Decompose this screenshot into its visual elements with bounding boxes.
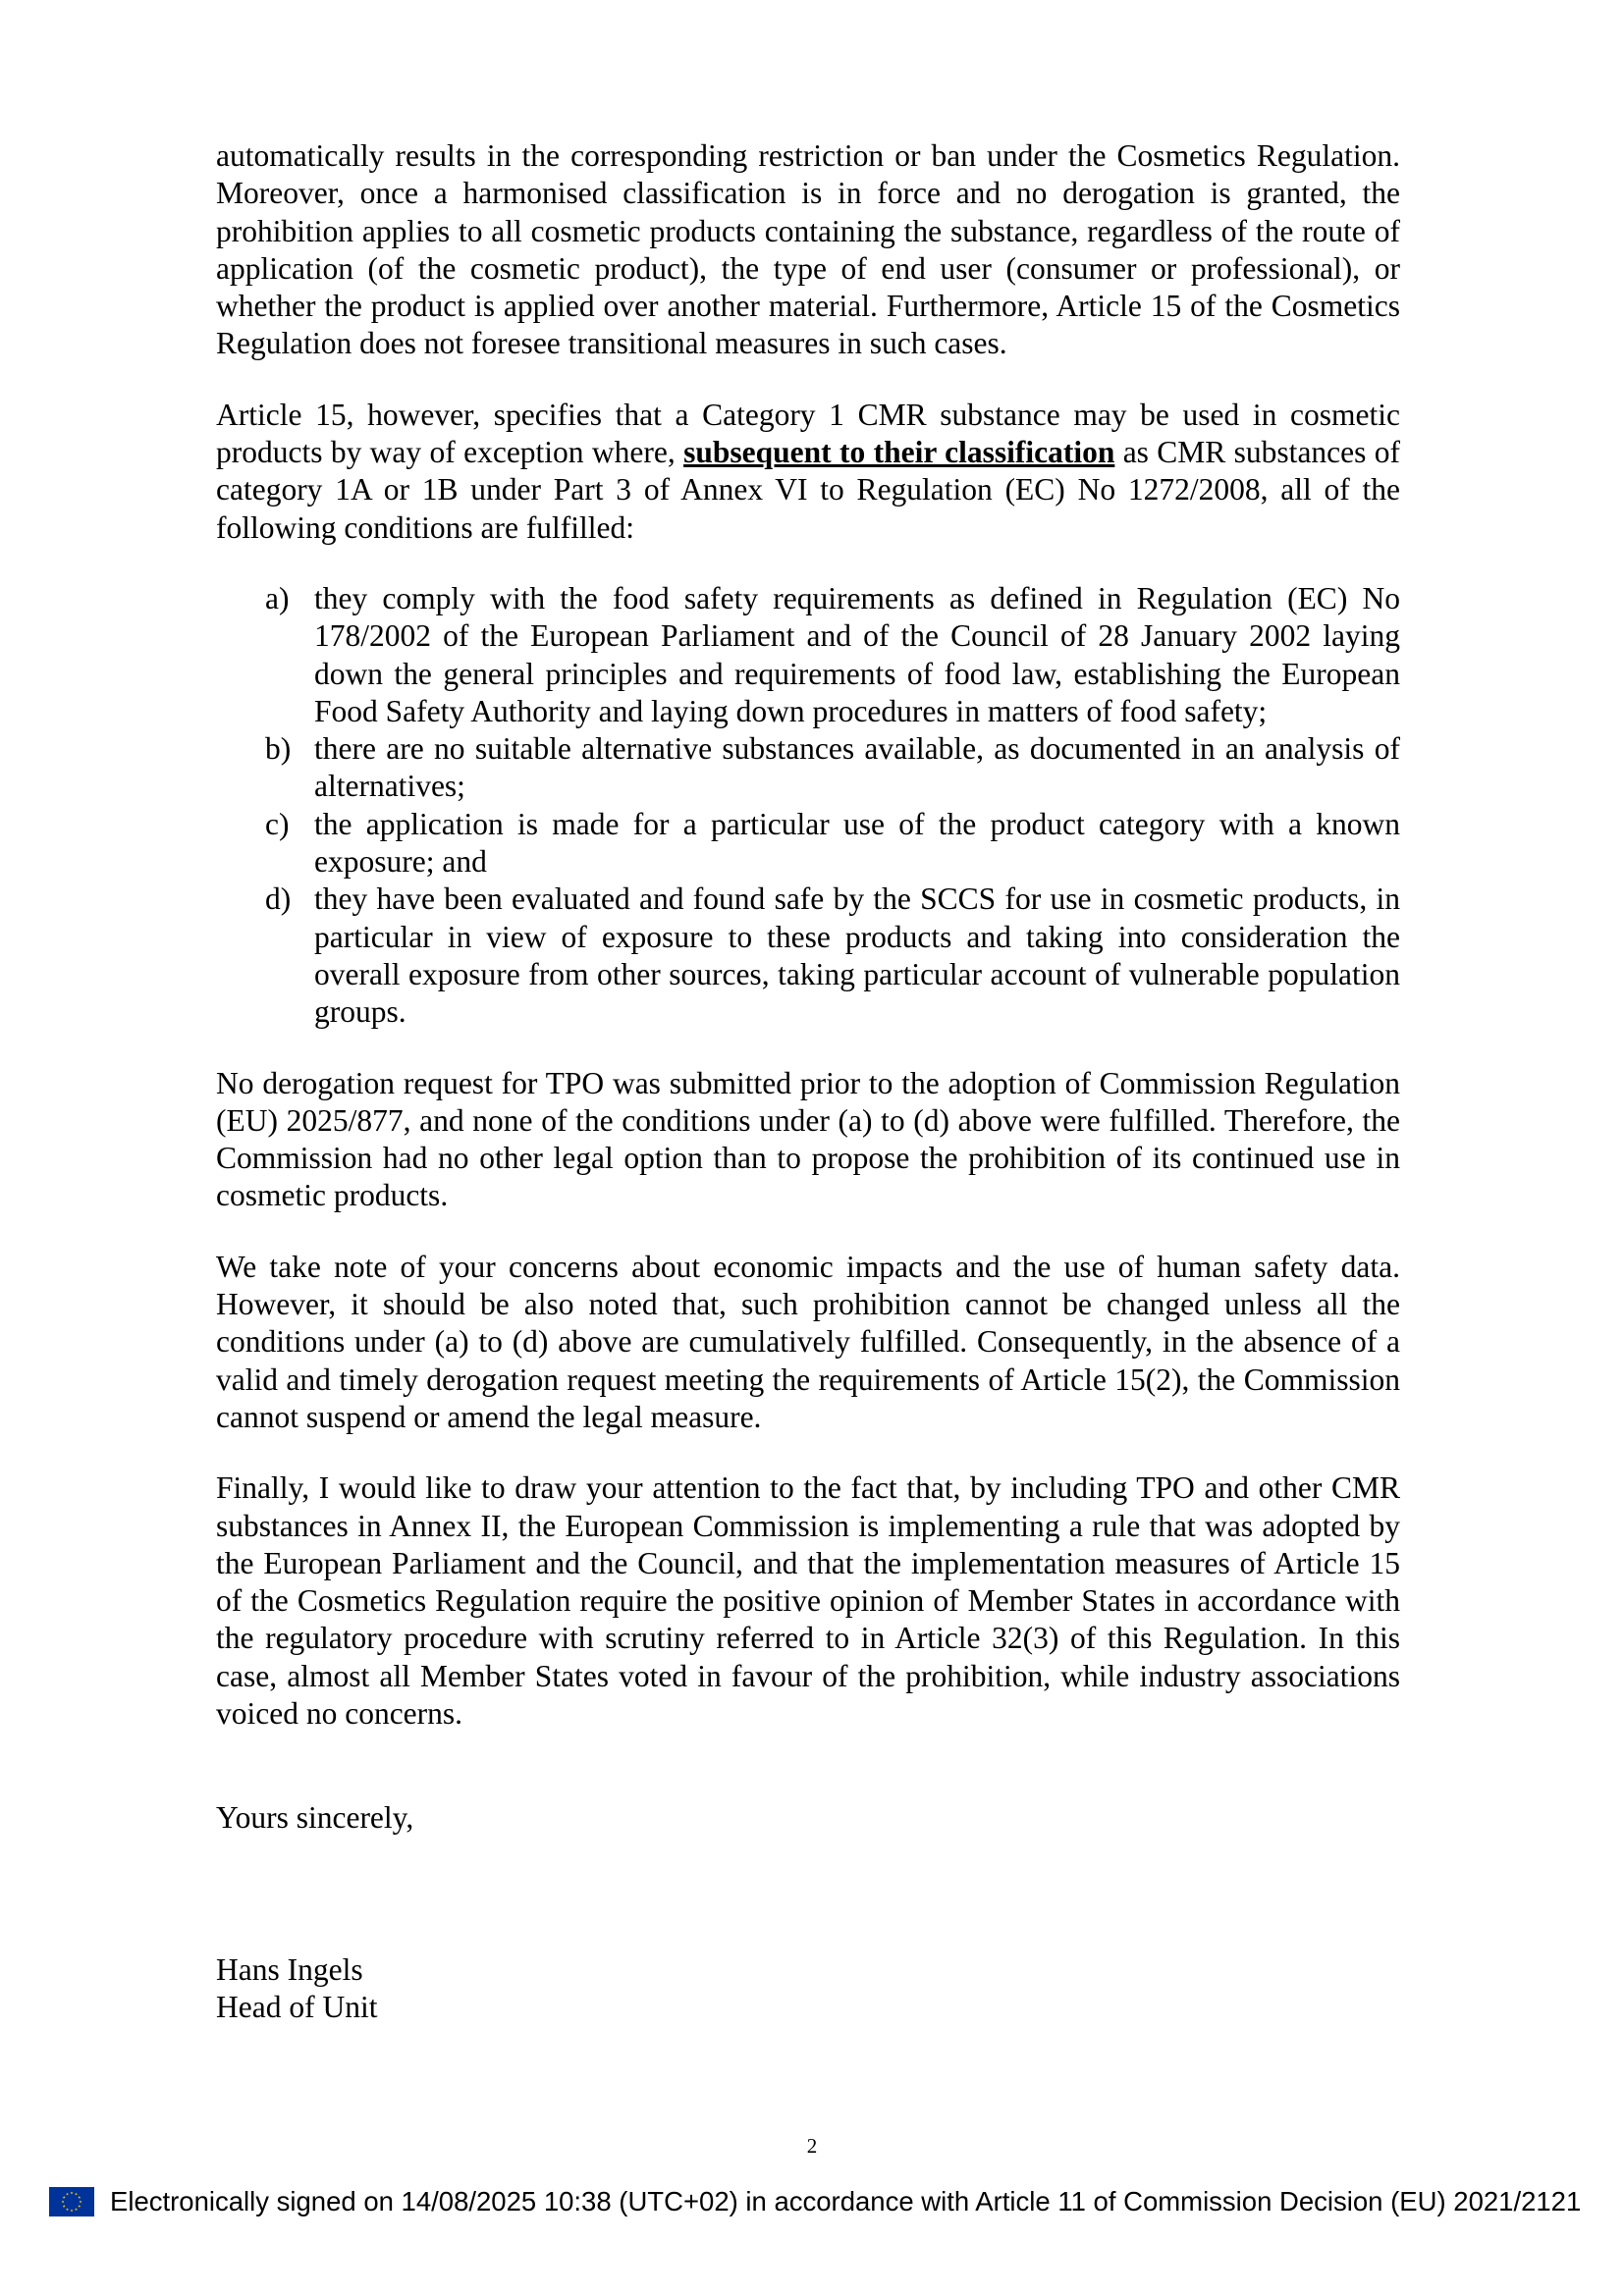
list-item-text: they comply with the food safety requirements as defined in Regulation (EC) No 178/2002 of the European Parliament and of the Council of 28 January 2002 laying down the general principles and requirements of food law, establishing the European Food Safety Authority and laying down procedures in matters of food safety; [314, 580, 1400, 728]
letter-body [216, 137, 1400, 2026]
list-item-text: they have been evaluated and found safe by the SCCS for use in cosmetic products, in particular in view of exposure to these products and taking into consideration the overall exposure from other sources, taking particular account of vulnerable population groups. [314, 881, 1400, 1030]
emphasized-phrase: subsequent to their classification [683, 435, 1115, 470]
list-item [216, 730, 1400, 806]
list-item [216, 580, 1400, 730]
signer-name: Hans Ingels [216, 1951, 363, 1987]
electronic-signature-text: Electronically signed on 14/08/2025 10:38 (UTC+02) in accordance with Article 11 of Commission Decision (EU) 2021/2121 [110, 2186, 1582, 2216]
paragraph-concerns: We take note of your concerns about economic impacts and the use of human safety data. However, it should be also noted that, such prohibition cannot be changed unless all the conditions under (a) to (d) above are cumulatively fulfilled. Consequently, in the absence of a valid and timely derogation request meeting the requirements of Article 15(2), the Commission cannot suspend or amend the legal measure. [216, 1249, 1400, 1434]
list-item-text: the application is made for a particular use of the product category with a known exposure; and [314, 806, 1400, 880]
list-item [216, 881, 1400, 1031]
conditions-list [216, 580, 1400, 1032]
paragraph-cosmetics-ban: automatically results in the corresponding restriction or ban under the Cosmetics Regulation. Moreover, once a harmonised classification is in force and no derogation is granted, the prohibition applies to all cosmetic products containing the substance, regardless of the route of application (of the cosmetic product), the type of end user (consumer or professional), or whether the product is applied over another material. Furthermore, Article 15 of the Cosmetics Regulation does not foresee transitional measures in such cases. [216, 138, 1400, 361]
signer-title: Head of Unit [216, 1989, 378, 2024]
page-number: 2 [806, 2134, 818, 2158]
signature-block [216, 1951, 1400, 2027]
paragraph-article-15-exception [216, 397, 1400, 547]
paragraph-article-15-text-before: Article 15, however, specifies that a Category 1 CMR substance may be used in cosmetic products by way of exception where, [216, 397, 1400, 470]
list-marker: d) [265, 881, 292, 917]
electronic-signature-footer [49, 2181, 1581, 2222]
closing-salutation: Yours sincerely, [216, 1800, 414, 1836]
eu-flag-icon [49, 2187, 94, 2216]
paragraph-no-derogation: No derogation request for TPO was submitted prior to the adoption of Commission Regulation (EU) 2025/877, and none of the conditions under (a) to (d) above were fulfilled. Therefore, the Commission had no other legal option than to propose the prohibition of its continued use in cosmetic products. [216, 1065, 1400, 1213]
list-item-text: there are no suitable alternative substances available, as documented in an analysis of alternatives; [314, 731, 1400, 804]
list-marker: c) [265, 806, 290, 841]
list-marker: a) [265, 580, 290, 615]
list-marker: b) [265, 731, 292, 767]
list-item [216, 806, 1400, 881]
paragraph-article-15-text-after: as CMR substances of category 1A or 1B under Part 3 of Annex VI to Regulation (EC) No 1272/2008, all of the following conditions are fulfilled: [216, 435, 1400, 545]
paragraph-implementation: Finally, I would like to draw your attention to the fact that, by including TPO and other CMR substances in Annex II, the European Commission is implementing a rule that was adopted by the European Parliament and the Council, and that the implementation measures of Article 15 of the Cosmetics Regulation require the positive opinion of Member States in accordance with the regulatory procedure with scrutiny referred to in Article 32(3) of this Regulation. In this case, almost all Member States voted in favour of the prohibition, while industry associations voiced no concerns. [216, 1470, 1400, 1731]
